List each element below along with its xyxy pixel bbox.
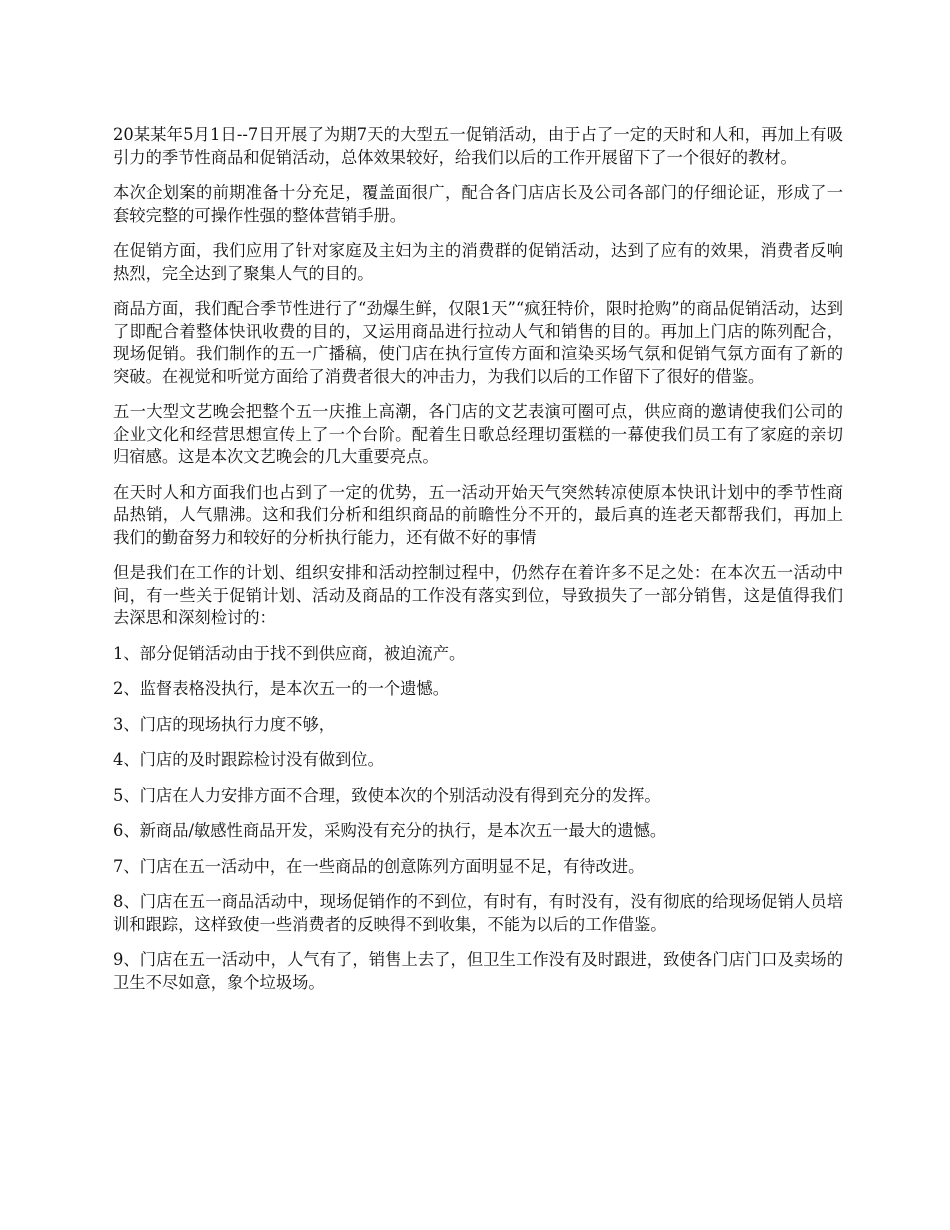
document-page: [113, 124, 843, 1007]
list-item: 5、门店在人力安排方面不合理，致使本次的个别活动没有得到充分的发挥。: [113, 785, 661, 805]
list-item: 7、门店在五一活动中，在一些商品的创意陈列方面明显不足，有待改进。: [113, 856, 645, 876]
paragraph-intro: 20某某年5月1日--7日开展了为期7天的大型五一促销活动，由于占了一定的天时和人和，再加上有吸引力的季节性商品和促销活动，总体效果较好，给我们以后的工作开展留下了一个很好的教材。: [113, 125, 843, 167]
paragraph-merchandise: 商品方面，我们配合季节性进行了“劲爆生鲜，仅限1天”“疯狂特价，限时抢购”的商品促销活动，达到了即配合着整体快讯收费的目的，又运用商品进行拉动人气和销售的目的。再加上门店的陈列配合，现场促销。我们制作的五一广播稿，使门店在执行宣传方面和渲染买场气氛和促销气氛方面有了新的突破。在视觉和听觉方面给了消费者很大的冲击力，为我们以后的工作留下了很好的借鉴。: [113, 299, 843, 386]
list-item: 2、监督表格没执行，是本次五一的一个遗憾。: [113, 679, 449, 698]
list-item: 4、门店的及时跟踪检讨没有做到位。: [113, 750, 384, 769]
paragraph-timing: 在天时人和方面我们也占到了一定的优势，五一活动开始天气突然转凉使原本快讯计划中的季节性商品热销，人气鼎沸。这和我们分析和组织商品的前瞻性分不开的，最后真的连老天都帮我们，再加上我们的勤奋努力和较好的分析执行能力，还有做不好的事情: [113, 482, 843, 547]
list-item: 8、门店在五一商品活动中，现场促销作的不到位，有时有，有时没有，没有彻底的给现场促销人员培训和跟踪，这样致使一些消费者的反映得不到收集，不能为以后的工作借鉴。: [113, 892, 843, 934]
list-item: 6、新商品/敏感性商品开发，采购没有充分的执行，是本次五一最大的遗憾。: [113, 821, 667, 840]
list-item: 9、门店在五一活动中，人气有了，销售上去了，但卫生工作没有及时跟进，致使各门店门口及卖场的卫生不尽如意，象个垃圾场。: [113, 950, 843, 992]
list-item: 3、门店的现场执行力度不够，: [113, 714, 336, 734]
issue-list: [113, 643, 843, 995]
paragraph-promotion: 在促销方面，我们应用了针对家庭及主妇为主的消费群的促销活动，达到了应有的效果，消费者反响热烈，完全达到了聚集人气的目的。: [113, 241, 843, 283]
list-item: 1、部分促销活动由于找不到供应商，被迫流产。: [113, 643, 466, 663]
paragraph-planning: 本次企划案的前期准备十分充足，覆盖面很广，配合各门店店长及公司各部门的仔细论证，形成了一套较完整的可操作性强的整体营销手册。: [113, 183, 843, 225]
paragraph-shortcomings: 但是我们在工作的计划、组织安排和活动控制过程中，仍然存在着许多不足之处：在本次五一活动中间，有一些关于促销计划、活动及商品的工作没有落实到位，导致损失了一部分销售，这是值得我们去深思和深刻检讨的：: [113, 563, 843, 627]
paragraph-gala: 五一大型文艺晚会把整个五一庆推上高潮，各门店的文艺表演可圈可点，供应商的邀请使我们公司的企业文化和经营思想宣传上了一个台阶。配着生日歌总经理切蛋糕的一幕使我们员工有了家庭的亲切归宿感。这是本次文艺晚会的几大重要亮点。: [113, 402, 843, 466]
